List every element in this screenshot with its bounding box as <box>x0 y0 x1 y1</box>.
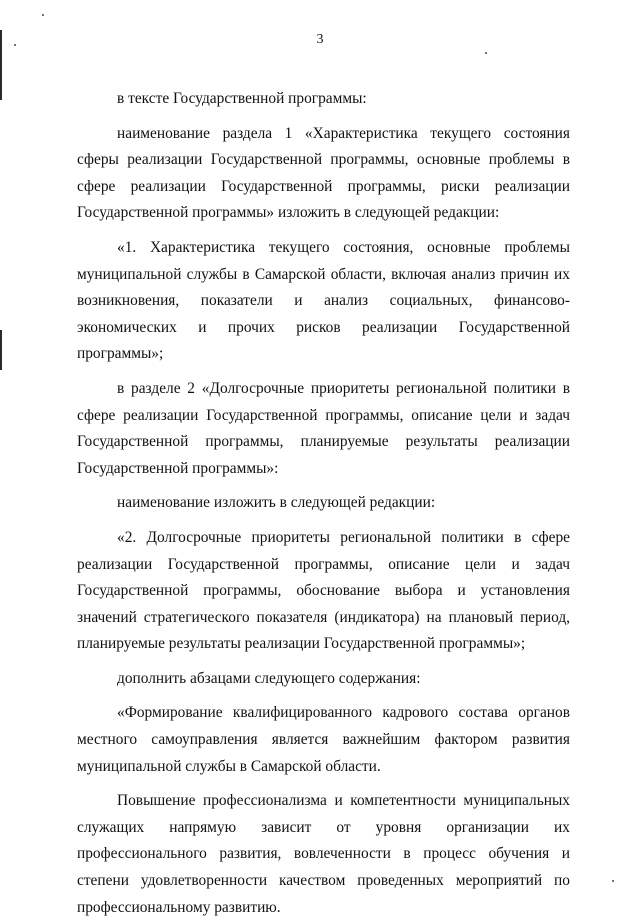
scan-speck <box>42 14 44 16</box>
paragraph-section2-new-title: «2. Долгосрочные приоритеты региональной политики в сфере реализации Государственной программы, описание цели и задач Государственной программы, обоснование выбора и установления значений стратегического показателя (индикатора) на плановый период, планируемые результаты реализации Государственной программы»; <box>77 528 570 653</box>
paragraph-staffing: «Формирование квалифицированного кадрового состава органов местного самоуправления является важнейшим фактором развития муниципальной службы в Самарской области. <box>77 704 570 775</box>
paragraph-title-instruction: наименование изложить в следующей редакции: <box>117 494 436 512</box>
page-number: 3 <box>316 32 324 47</box>
paragraph-section2-reference: в разделе 2 «Долгосрочные приоритеты региональной политики в сфере реализации Государственной программы, описание цели и задач Государственной программы, планируемые результаты реализации Государственной программы»: <box>77 379 570 477</box>
paragraph-section1-new-title: «1. Характеристика текущего состояния, основные проблемы муниципальной службы в Самарской области, включая анализ причин их возникновения, показатели и анализ социальных, финансово-экономических и прочих рисков реализации Государственной программы»; <box>77 238 570 363</box>
document-body <box>77 86 570 921</box>
scan-edge-middle <box>0 330 2 370</box>
scan-speck <box>485 52 487 54</box>
paragraph-supplement-instruction: дополнить абзацами следующего содержания: <box>117 669 421 687</box>
paragraph-section1-title-change: наименование раздела 1 «Характеристика текущего состояния сферы реализации Государственной программы, основные проблемы в сфере реализации Государственной программы, риски реализации Государственной программы» изложить в следующей редакции: <box>77 124 570 222</box>
scan-speck <box>612 880 614 882</box>
paragraph-intro: в тексте Государственной программы: <box>117 90 367 107</box>
paragraph-professionalism: Повышение профессионализма и компетентности муниципальных служащих напрямую зависит от уровня организации их профессионального развития, вовлеченности в процесс обучения и степени удовлетворенности качеством проведенных мероприятий по профессиональному развитию. <box>77 792 570 916</box>
